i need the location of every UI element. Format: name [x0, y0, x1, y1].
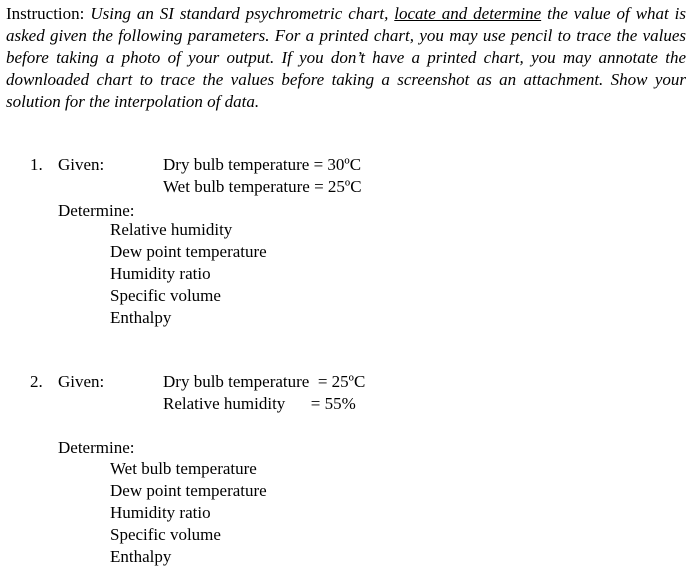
problem-1-determine-item: Enthalpy: [110, 308, 172, 327]
problem-1-given-label: Given:: [58, 155, 105, 174]
instruction-underlined: locate and determine: [394, 4, 542, 23]
problem-2-determine-label: Determine:: [58, 438, 135, 457]
problem-1-determine-label: Determine:: [58, 201, 135, 220]
instruction-text-before: Using an SI standard psychrometric chart,: [90, 4, 389, 23]
problem-2-number: 2.: [30, 372, 43, 391]
problem-1-determine-item: Dew point temperature: [110, 242, 267, 261]
problem-2-given-dry-bulb: Dry bulb temperature = 25ºC: [163, 372, 366, 391]
problem-1-given-wet-bulb: Wet bulb temperature = 25ºC: [163, 177, 362, 196]
problem-2-determine-item: Wet bulb temperature: [110, 459, 257, 478]
problem-2-given-label: Given:: [58, 372, 105, 391]
problem-2-determine-item: Enthalpy: [110, 547, 172, 566]
instruction-label: Instruction:: [6, 4, 85, 23]
problem-2-given-relative-humidity: Relative humidity = 55%: [163, 394, 356, 413]
problem-2-determine-item: Humidity ratio: [110, 503, 211, 522]
instruction-text-after: the value of what is asked given the following parameters. For a printed chart, you may use pencil to trace the values before taking a photo of your output. If you don’t have a printed chart, you may annotate the downloaded chart to trace the values before taking a screenshot as an attachment. Show your solution for the interpolation of data.: [6, 4, 687, 111]
problem-1-number: 1.: [30, 155, 43, 174]
problem-2-determine-item: Specific volume: [110, 525, 221, 544]
problem-1-determine-item: Humidity ratio: [110, 264, 211, 283]
problem-1-determine-item: Relative humidity: [110, 220, 233, 239]
problem-1-given-dry-bulb: Dry bulb temperature = 30ºC: [163, 155, 362, 174]
instruction-paragraph: [6, 3, 686, 113]
problem-2-determine-item: Dew point temperature: [110, 481, 267, 500]
problem-1-determine-item: Specific volume: [110, 286, 221, 305]
